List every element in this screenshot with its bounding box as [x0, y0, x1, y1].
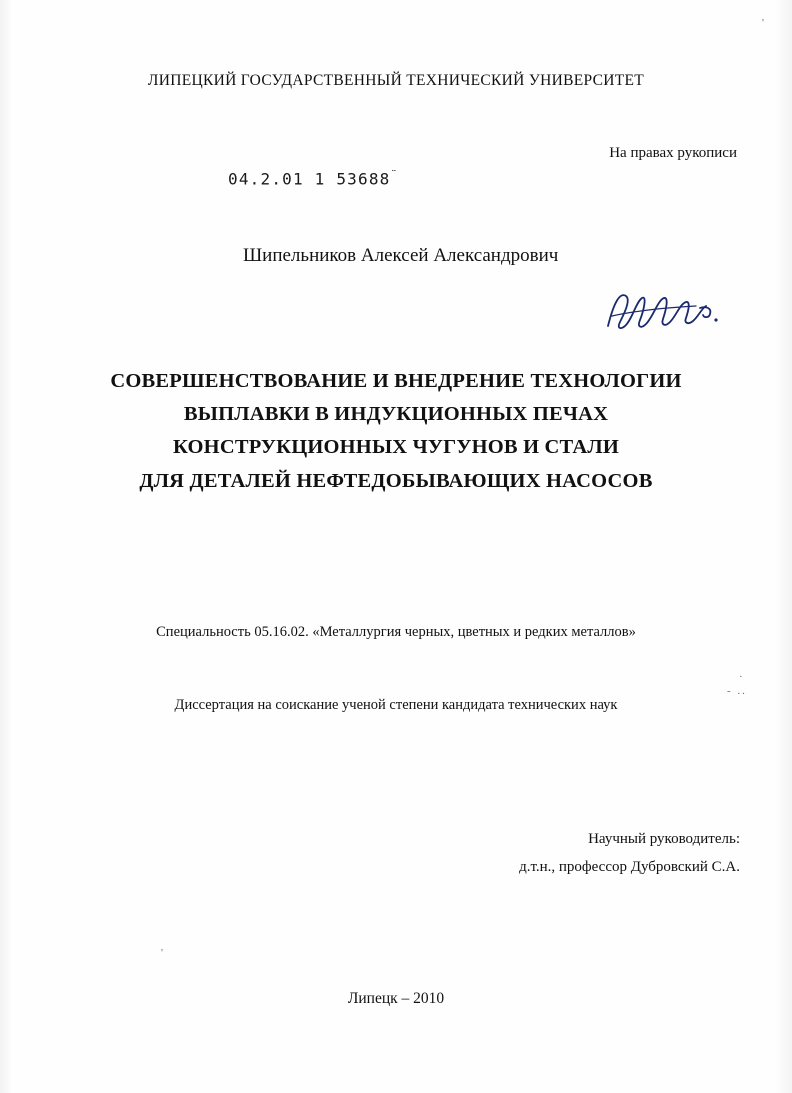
- handwritten-signature: [600, 282, 730, 342]
- degree-line: Диссертация на соискание ученой степени кандидата технических наук: [174, 697, 618, 713]
- library-stamp-code: [228, 168, 398, 188]
- manuscript-note: На правах рукописи: [609, 145, 737, 161]
- specialty-line: Специальность 05.16.02. «Металлургия черных, цветных и редких металлов»: [156, 624, 636, 640]
- city-and-year: Липецк – 2010: [347, 990, 445, 1007]
- author-name: Шипельников Алексей Александрович: [243, 245, 559, 266]
- scan-artifact-mid-right-dashes: - ..: [727, 685, 747, 697]
- supervisor-name: д.т.н., профессор Дубровский С.А.: [519, 858, 740, 875]
- library-stamp-code-mark: ¨: [390, 168, 399, 181]
- title-line-2: ВЫПЛАВКИ В ИНДУКЦИОННЫХ ПЕЧАХ: [183, 403, 609, 426]
- scan-edge-left: [0, 0, 14, 1093]
- supervisor-block: [519, 826, 740, 882]
- scan-artifact-top-right: ': [762, 17, 764, 29]
- title-line-1: СОВЕРШЕНСТВОВАНИЕ И ВНЕДРЕНИЕ ТЕХНОЛОГИИ: [110, 370, 682, 392]
- university-name: ЛИПЕЦКИЙ ГОСУДАРСТВЕННЫЙ ТЕХНИЧЕСКИЙ УНИВЕРСИТЕТ: [147, 72, 645, 89]
- scan-edge-right: [774, 0, 792, 1093]
- scan-artifact-bottom-left: ': [161, 947, 163, 959]
- scan-artifact-mid-right-dot: ·: [739, 671, 743, 683]
- dissertation-title: [0, 365, 792, 498]
- title-line-4: ДЛЯ ДЕТАЛЕЙ НЕФТЕДОБЫВАЮЩИХ НАСОСОВ: [139, 469, 653, 492]
- library-stamp-code-text: 04.2.01 1 53688: [228, 169, 391, 189]
- title-line-3: КОНСТРУКЦИОННЫХ ЧУГУНОВ И СТАЛИ: [172, 436, 620, 459]
- supervisor-label: Научный руководитель:: [588, 831, 740, 847]
